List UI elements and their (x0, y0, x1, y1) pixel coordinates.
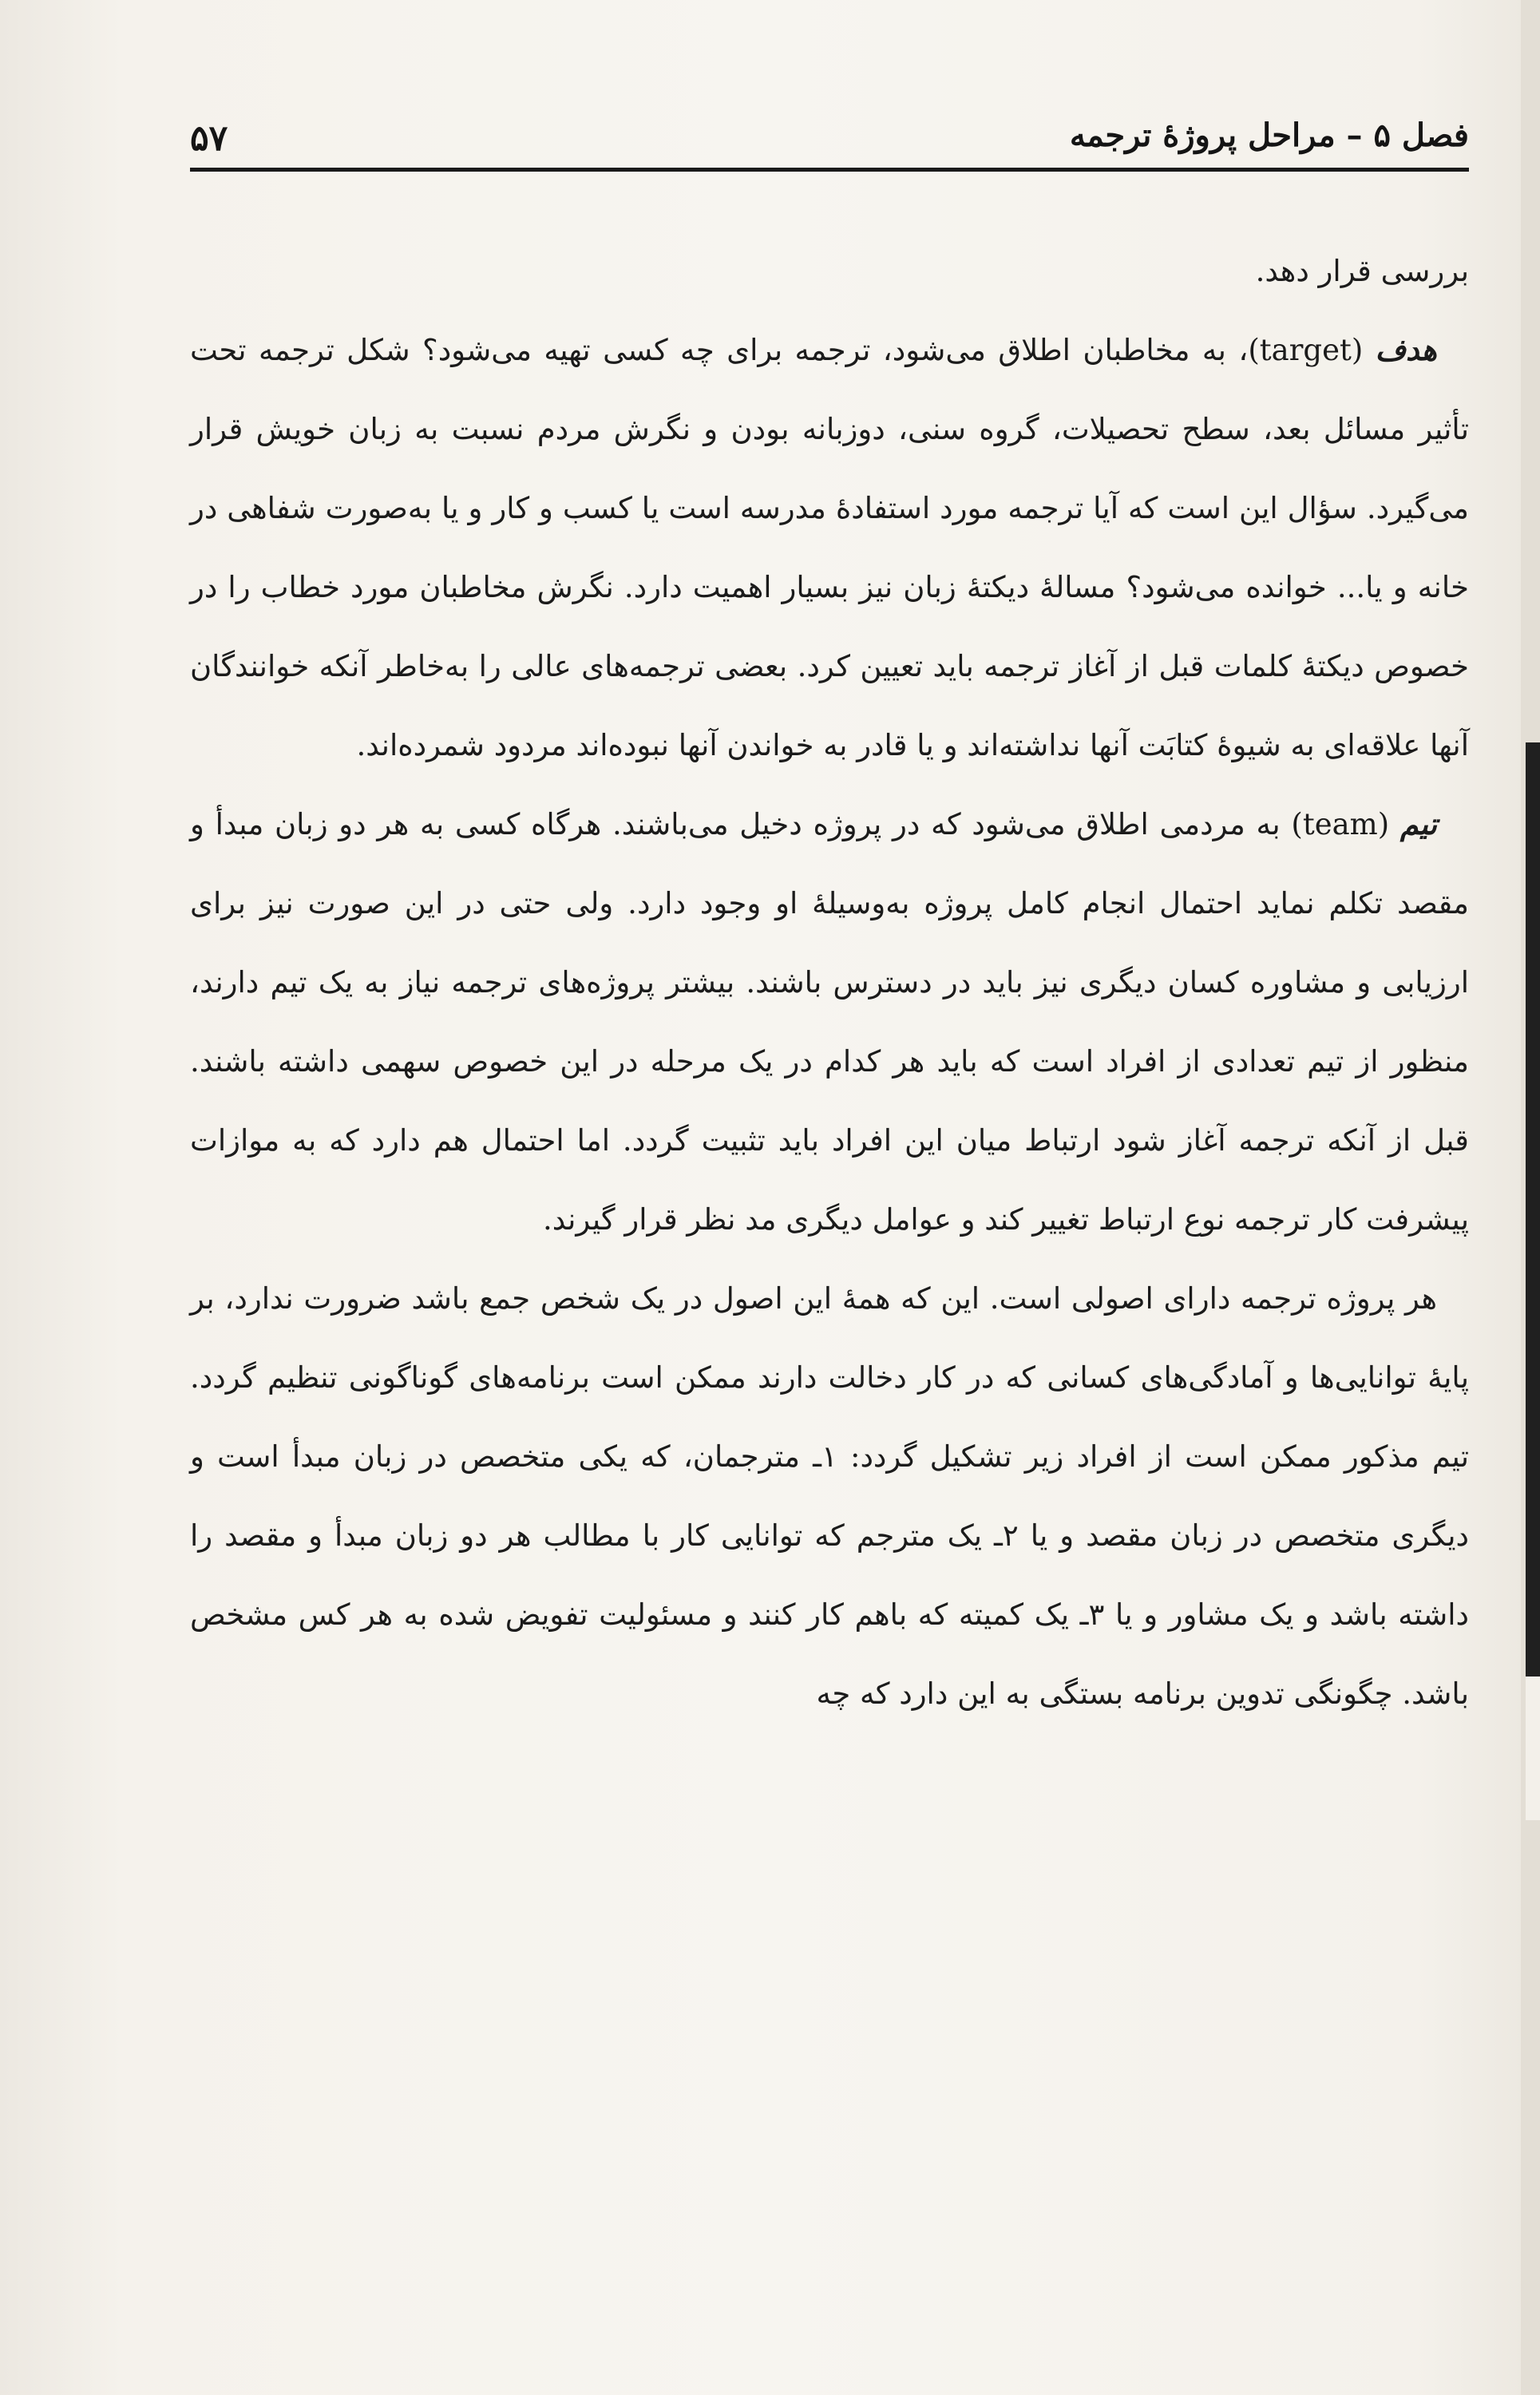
page-edge-shadow-lower (1526, 1676, 1540, 1820)
paragraph-team-text: به مردمی اطلاق می‌شود که در پروژه دخیل می‌باشند. هرگاه کسی به هر دو زبان مبدأ و مقصد تکلم نماید احتمال انجام کامل پروژه به‌وسیلهٔ او وجود دارد. ولی حتی در این صورت نیز برای ارزیابی و مشاوره کسان دیگری نیز باید در دسترس باشند. بیشتر پروژه‌های ترجمه نیاز به یک تیم دارند، منظور از تیم تعدادی از افراد است که باید هر کدام در یک مرحله در این خصوص سهمی داشته باشند. قبل از آنکه ترجمه آغاز شود ارتباط میان این افراد باید تثبیت گردد. اما احتمال هم دارد که به موازات پیشرفت کار ترجمه نوع ارتباط تغییر کند و عوامل دیگری مد نظر قرار گیرند. (190, 807, 1469, 1237)
body-text (190, 232, 1469, 2275)
page-number: ۵۷ (190, 118, 228, 159)
term-team-latin: (team) (1291, 807, 1390, 841)
running-header (190, 112, 1469, 163)
header-rule (190, 168, 1469, 172)
chapter-title: فصل ۵ – مراحل پروژهٔ ترجمه (1069, 117, 1469, 154)
paragraph-target-text: ، به مخاطبان اطلاق می‌شود، ترجمه برای چه کسی تهیه می‌شود؟ شکل ترجمه تحت تأثیر مسائل بعد، سطح تحصیلات، گروه سنی، دوزبانه بودن و نگرش مردم نسبت به زبان خویش قرار می‌گیرد. سؤال این است که آیا ترجمه مورد استفادهٔ مدرسه است یا کسب و کار و یا به‌صورت شفاهی در خانه و یا... خوانده می‌شود؟ مسالهٔ دیکتهٔ زبان نیز بسیار اهمیت دارد. نگرش مخاطبان مورد خطاب را در خصوص دیکتهٔ کلمات قبل از آغاز ترجمه باید تعیین کرد. بعضی ترجمه‌های عالی را به‌خاطر آنکه خوانندگان آنها علاقه‌ای به شیوهٔ کتابَت آنها نداشته‌اند و یا قادر به خواندن آنها نبوده‌اند مردود شمرده‌اند. (190, 333, 1469, 762)
term-target-latin: (target) (1248, 333, 1364, 367)
paragraph-target (190, 311, 1469, 785)
term-target: هدف (1375, 332, 1437, 367)
term-team: تیم (1399, 806, 1437, 841)
paragraph-team (190, 785, 1469, 1259)
page-edge-shadow (1526, 742, 1540, 1820)
paragraph-principles: هر پروژه ترجمه دارای اصولی است. این که همهٔ این اصول در یک شخص جمع باشد ضرورت ندارد، بر پایهٔ توانایی‌ها و آمادگی‌های کسانی که در کار دخالت دارند ممکن است برنامه‌های گوناگونی تنظیم گردد. تیم مذکور ممکن است از افراد زیر تشکیل گردد: ۱ـ مترجمان، که یکی متخصص در زبان مبدأ است و دیگری متخصص در زبان مقصد و یا ۲ـ یک مترجم که توانایی کار با مطالب هر دو زبان مبدأ و مقصد را داشته باشد و یک مشاور و یا ۳ـ یک کمیته که باهم کار کنند و مسئولیت تفویض شده به هر کس مشخص باشد. چگونگی تدوین برنامه بستگی به این دارد که چه (190, 1281, 1470, 1711)
paragraph-1: بررسی قرار دهد. (1255, 254, 1469, 288)
